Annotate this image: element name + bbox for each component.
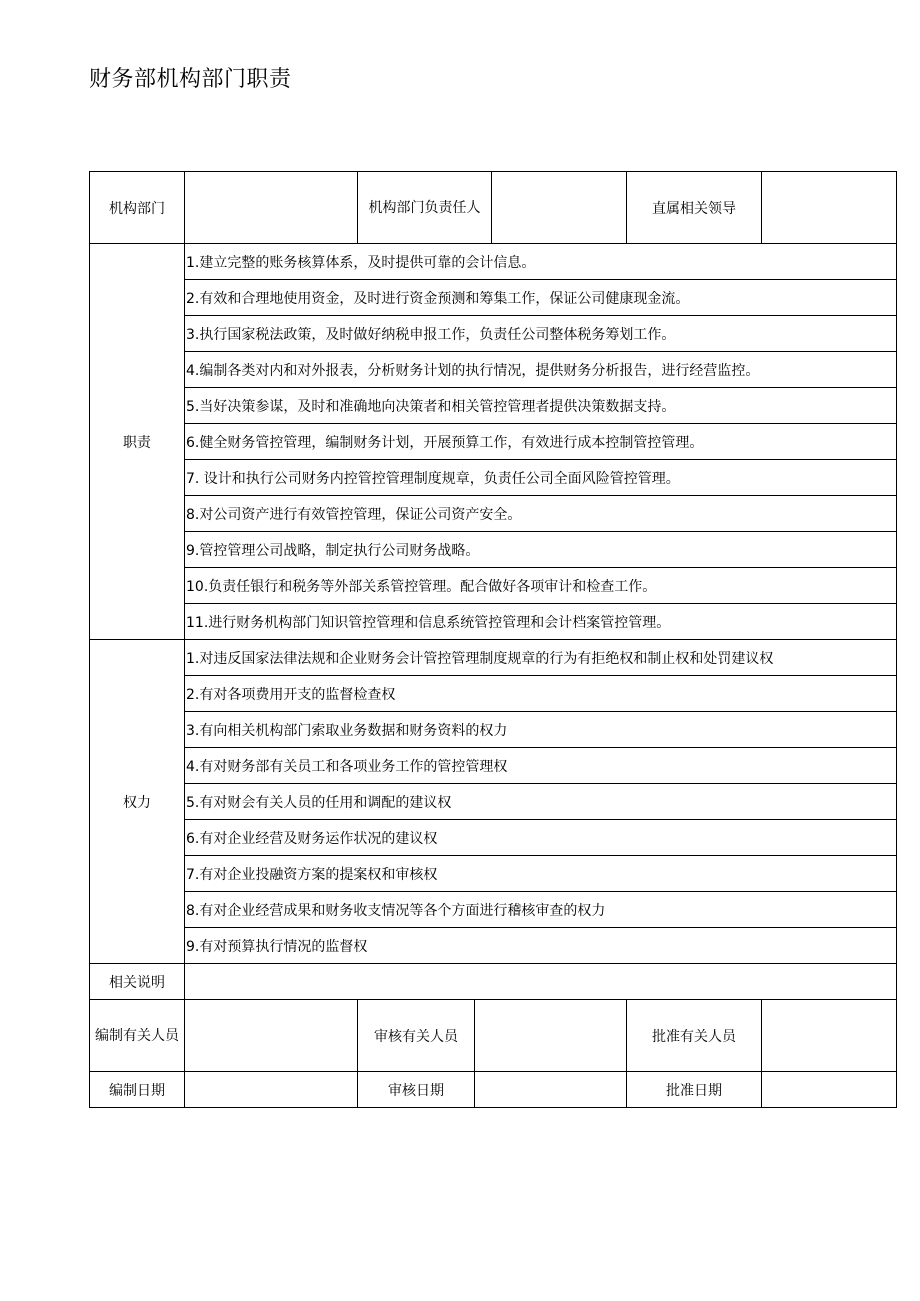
power-item: 8.有对企业经营成果和财务收支情况等各个方面进行稽核审查的权力 — [185, 892, 897, 928]
approved-by-value[interactable] — [762, 1000, 897, 1072]
notes-value[interactable] — [185, 964, 897, 1000]
power-row — [90, 784, 897, 820]
duty-row — [90, 568, 897, 604]
power-item: 5.有对财会有关人员的任用和调配的建议权 — [185, 784, 897, 820]
duty-row — [90, 316, 897, 352]
approved-date-label: 批准日期 — [627, 1072, 762, 1108]
duty-row — [90, 496, 897, 532]
duty-row — [90, 352, 897, 388]
duty-row — [90, 280, 897, 316]
power-row — [90, 820, 897, 856]
power-row — [90, 748, 897, 784]
duty-row — [90, 604, 897, 640]
header-row — [90, 172, 897, 244]
reviewed-by-value[interactable] — [475, 1000, 627, 1072]
prepared-date-label: 编制日期 — [90, 1072, 185, 1108]
duty-item: 5.当好决策参谋，及时和准确地向决策者和相关管控管理者提供决策数据支持。 — [185, 388, 897, 424]
powers-label: 权力 — [90, 640, 185, 964]
dept-head-value[interactable] — [492, 172, 627, 244]
leader-label: 直属相关领导 — [627, 172, 762, 244]
prepared-by-value[interactable] — [185, 1000, 358, 1072]
duty-row — [90, 460, 897, 496]
duty-item: 7. 设计和执行公司财务内控管控管理制度规章，负责任公司全面风险管控管理。 — [185, 460, 897, 496]
duty-item: 4.编制各类对内和对外报表，分析财务计划的执行情况，提供财务分析报告，进行经营监控。 — [185, 352, 897, 388]
power-item: 2.有对各项费用开支的监督检查权 — [185, 676, 897, 712]
power-item: 7.有对企业投融资方案的提案权和审核权 — [185, 856, 897, 892]
power-row — [90, 928, 897, 964]
power-item: 9.有对预算执行情况的监督权 — [185, 928, 897, 964]
duty-item: 3.执行国家税法政策，及时做好纳税申报工作，负责任公司整体税务筹划工作。 — [185, 316, 897, 352]
power-item: 3.有向相关机构部门索取业务数据和财务资料的权力 — [185, 712, 897, 748]
reviewed-date-label: 审核日期 — [358, 1072, 475, 1108]
staff-row — [90, 1000, 897, 1072]
page-title: 财务部机构部门职责 — [89, 67, 292, 92]
power-item: 1.对违反国家法律法规和企业财务会计管控管理制度规章的行为有拒绝权和制止权和处罚建议权 — [185, 640, 897, 676]
power-item: 6.有对企业经营及财务运作状况的建议权 — [185, 820, 897, 856]
power-row — [90, 640, 897, 676]
notes-label: 相关说明 — [90, 964, 185, 1000]
dept-value[interactable] — [185, 172, 358, 244]
duty-item: 1.建立完整的账务核算体系，及时提供可靠的会计信息。 — [185, 244, 897, 280]
prepared-by-label: 编制有关人员 — [90, 1000, 185, 1072]
duty-row — [90, 424, 897, 460]
duties-label: 职责 — [90, 244, 185, 640]
notes-row — [90, 964, 897, 1000]
duty-item: 8.对公司资产进行有效管控管理，保证公司资产安全。 — [185, 496, 897, 532]
duty-row — [90, 388, 897, 424]
reviewed-by-label: 审核有关人员 — [358, 1000, 475, 1072]
power-row — [90, 856, 897, 892]
approved-date-value[interactable] — [762, 1072, 897, 1108]
responsibility-table — [89, 171, 897, 1108]
duty-item: 2.有效和合理地使用资金，及时进行资金预测和筹集工作，保证公司健康现金流。 — [185, 280, 897, 316]
power-row — [90, 892, 897, 928]
prepared-date-value[interactable] — [185, 1072, 358, 1108]
reviewed-date-value[interactable] — [475, 1072, 627, 1108]
duty-row — [90, 244, 897, 280]
dept-head-label: 机构部门负责任人 — [358, 172, 492, 244]
power-item: 4.有对财务部有关员工和各项业务工作的管控管理权 — [185, 748, 897, 784]
approved-by-label: 批准有关人员 — [627, 1000, 762, 1072]
duty-item: 11.进行财务机构部门知识管控管理和信息系统管控管理和会计档案管控管理。 — [185, 604, 897, 640]
dept-label: 机构部门 — [90, 172, 185, 244]
duty-row — [90, 532, 897, 568]
leader-value[interactable] — [762, 172, 897, 244]
duty-item: 10.负责任银行和税务等外部关系管控管理。配合做好各项审计和检查工作。 — [185, 568, 897, 604]
power-row — [90, 676, 897, 712]
power-row — [90, 712, 897, 748]
date-row — [90, 1072, 897, 1108]
duty-item: 6.健全财务管控管理，编制财务计划，开展预算工作，有效进行成本控制管控管理。 — [185, 424, 897, 460]
duty-item: 9.管控管理公司战略，制定执行公司财务战略。 — [185, 532, 897, 568]
